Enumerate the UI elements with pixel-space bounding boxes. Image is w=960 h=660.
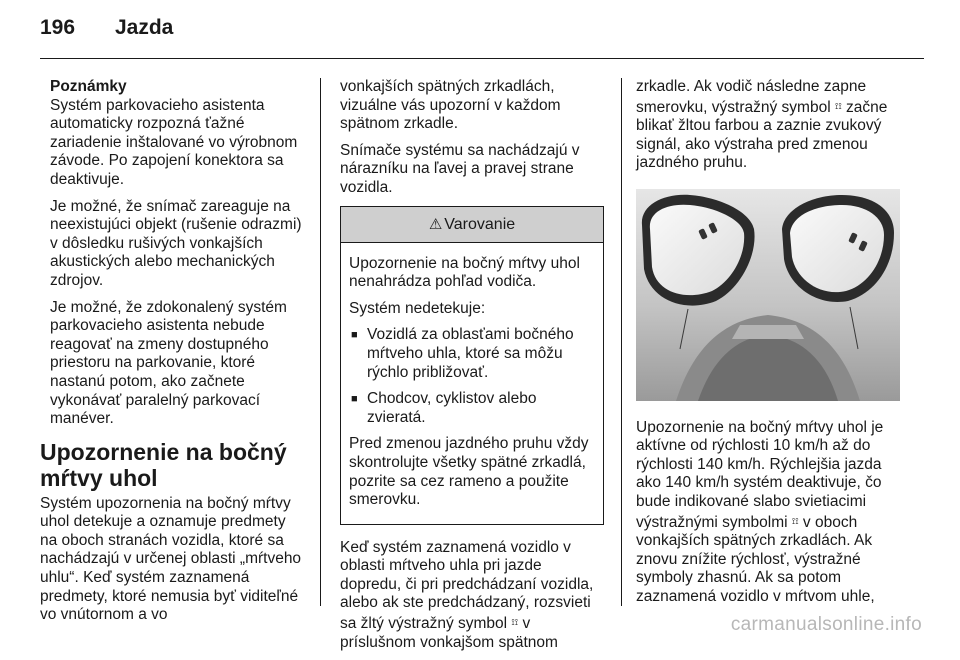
detection-text-a: Keď systém zaznamená vozidlo v oblasti mŕtveho uhla pri jazde dopredu, či pri predchádzaní vozidla, alebo ak ste predchádzaný, rozsvieti sa žltý výstražný symbol [340,538,594,633]
warning-body [341,243,603,524]
signal-text-b: začne blikať žltou farbou a zaznie zvukový signál, ako výstraha pred zmenou jazdného pruhu. [636,98,888,172]
mirrors-illustration [636,189,900,401]
warning-box [340,206,604,525]
signal-text-a: zrkadle. Ak vodič následne zapne smerovku, výstražný symbol [636,78,867,116]
signal-paragraph [636,78,906,173]
warning-header [341,207,603,243]
warning-bullet [349,326,595,382]
note-title: Poznámky [50,78,127,95]
column-1 [40,78,306,633]
notes-block [40,78,306,429]
blind-spot-symbol-icon: ⟟⟟ [791,515,799,526]
header-rule [40,58,924,59]
warning-bullet [349,390,595,427]
warning-title: Varovanie [444,215,516,233]
section-title: Jazda [115,16,174,39]
warning-text-2: Systém nedetekuje: [349,299,486,317]
speed-text-a: Upozornenie na bočný mŕtvy uhol je aktívne od rýchlosti 10 km/h až do rýchlosti 140 km/h. Rýchlejšia jazda ako 140 km/h systém deaktivuje, čo bude indikované slabo svietiacimi výstražnými symbolmi [636,418,884,531]
bullet-square-icon: ■ [351,393,358,406]
note-paragraph-3: Je možné, že zdokonalený systém parkovacieho asistenta nebude reagovať na zmeny dostupného priestoru na parkovanie, ktoré nastanú potom, ako začnete vykonávať paralelný parkovací manéver. [50,298,287,428]
watermark: carmanualsonline.info [730,614,922,635]
section-heading: Upozornenie na bočný mŕtvy uhol [40,438,287,491]
mirror-paragraph: vonkajších spätných zrkadlách, vizuálne vás upozorní v každom spätnom zrkadle. [340,78,561,133]
note-paragraph-1: Systém parkovacieho asistenta automaticky rozpozná ťažné zariadenie inštalované vo výrobnom závode. Po zapojení konektora sa deaktivuje. [50,96,298,188]
intro-paragraph: Systém upozornenia na bočný mŕtvy uhol detekuje a oznamuje predmety na oboch stranách vozidla, ktoré sa nachádzajú v určenej oblasti „mŕtveho uhlu“. Keď systém zaznamená predmety, ktoré nemusia byť viditeľné vo vnútornom a vo [40,494,302,624]
column-divider-2 [621,78,622,606]
sensor-paragraph: Snímače systému sa nachádzajú v nárazníku na ľavej a pravej strane vozidla. [340,141,580,196]
column-divider-1 [320,78,321,606]
column-3 [636,78,906,615]
bullet-square-icon: ■ [351,329,358,342]
note-paragraph-2: Je možné, že snímač zareaguje na neexistujúci objekt (rušenie odrazmi) v dôsledku rušivých vonkajších akustických alebo mechanických zdrojov. [50,197,302,289]
speed-paragraph [636,419,906,607]
warning-triangle-icon: ⚠ [428,215,443,233]
page-header [40,16,173,50]
column-2 [340,78,604,660]
detection-paragraph [340,539,604,653]
blind-spot-symbol-icon: ⟟⟟ [834,100,842,111]
detection-text-b: v príslušnom vonkajšom spätnom [340,615,558,651]
page-number: 196 [40,16,76,39]
warning-bullet-text: Chodcov, cyklistov alebo zvieratá. [367,390,537,426]
speed-text-b: v oboch vonkajších spätných zrkadlách. Ak znovu znížite rýchlosť, výstražné symboly zhasnú. Ak sa potom zaznamená vozidlo v mŕtvom uhle, [636,513,875,605]
warning-bullet-text: Vozidlá za oblasťami bočného mŕtveho uhla, ktoré sa môžu rýchlo približovať. [367,326,574,381]
blind-spot-symbol-icon: ⟟⟟ [511,617,519,628]
warning-text-3: Pred zmenou jazdného pruhu vždy skontrolujte všetky spätné zrkadlá, pozrite sa cez rameno a použite smerovku. [349,435,589,509]
warning-text-1: Upozornenie na bočný mŕtvy uhol nenahrádza pohľad vodiča. [349,254,580,291]
